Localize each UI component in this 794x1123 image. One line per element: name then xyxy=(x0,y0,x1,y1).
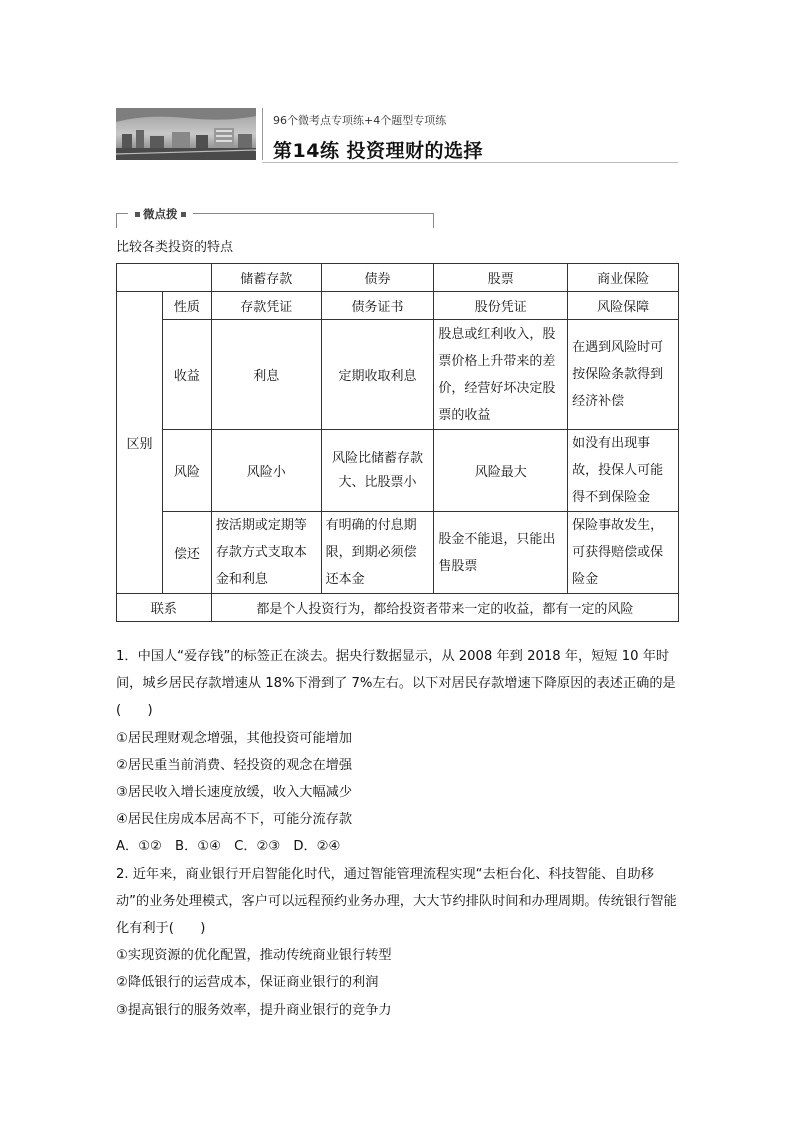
header-subtitle: 96个微考点专项练+4个题型专项练 xyxy=(273,114,447,127)
table-row xyxy=(117,430,679,512)
header-city-image xyxy=(116,108,256,160)
question-option: ①居民理财观念增强，其他投资可能增加 xyxy=(116,730,353,746)
header-underline xyxy=(262,162,678,163)
square-bullet-icon xyxy=(135,212,140,217)
footer-label-cell: 联系 xyxy=(117,594,212,622)
table-cell: 按活期或定期等存款方式支取本金和利息 xyxy=(211,512,321,594)
table-cell: 风险小 xyxy=(211,430,321,512)
table-cell: 债务证书 xyxy=(321,292,434,320)
table-header-cell: 股票 xyxy=(434,264,568,292)
table-footer-row xyxy=(117,594,679,622)
page-title: 第14练 投资理财的选择 xyxy=(273,140,484,162)
question-stem: 1．中国人“爱存钱”的标签正在淡去。据央行数据显示，从 2008 年到 2018 年，短短 10 年时间，城乡居民存款增速从 18%下滑到了 7%左右。以下对居民存款增速下降原因的表述正确的是( ) xyxy=(116,649,676,719)
table-header-cell: 储蓄存款 xyxy=(211,264,321,292)
question-option: ②降低银行的运营成本，保证商业银行的利润 xyxy=(116,975,379,991)
question-list xyxy=(116,643,679,1024)
table-cell: 如没有出现事故，投保人可能得不到保险金 xyxy=(568,430,679,512)
table-cell: 有明确的付息期限，到期必须偿还本金 xyxy=(321,512,434,594)
question-stem: 2. 近年来，商业银行开启智能化时代，通过智能管理流程实现“去柜台化、科技智能、自助移动”的业务处理模式，客户可以远程预约业务办理，大大节约排队时间和办理周期。传统银行智能化有利于( ) xyxy=(116,866,677,937)
table-row xyxy=(117,512,679,594)
table-cell: 股金不能退，只能出售股票 xyxy=(434,512,568,594)
table-cell: 在遇到风险时可按保险条款得到经济补偿 xyxy=(568,320,679,430)
table-row xyxy=(117,320,679,430)
table-cell: 风险比储蓄存款大、比股票小 xyxy=(321,430,434,512)
table-header-cell: 商业保险 xyxy=(568,264,679,292)
table-cell: 风险最大 xyxy=(434,430,568,512)
question-option: ③居民收入增长速度放缓，收入大幅减少 xyxy=(116,785,353,801)
table-corner-cell xyxy=(117,264,212,292)
table-cell: 保险事故发生，可获得赔偿或保险金 xyxy=(568,512,679,594)
square-bullet-icon xyxy=(181,212,186,217)
question-option: ②居民重当前消费、轻投资的观念在增强 xyxy=(116,757,353,773)
section-intro: 比较各类投资的特点 xyxy=(116,240,234,255)
table-header-row xyxy=(117,264,679,292)
header-divider xyxy=(262,108,263,160)
row-label-cell: 收益 xyxy=(162,320,211,430)
table-cell: 风险保障 xyxy=(568,292,679,320)
table-cell: 股息或红利收入，股票价格上升带来的差价，经营好坏决定股票的收益 xyxy=(434,320,568,430)
table-header-cell: 债券 xyxy=(321,264,434,292)
group-label-cell: 区别 xyxy=(117,292,163,594)
row-label-cell: 性质 xyxy=(162,292,211,320)
question-option: ③提高银行的服务效率，提升商业银行的竞争力 xyxy=(116,1002,392,1018)
question-option: ①实现资源的优化配置，推动传统商业银行转型 xyxy=(116,948,392,964)
table-cell: 定期收取利息 xyxy=(321,320,434,430)
footer-text-cell: 都是个人投资行为，都给投资者带来一定的收益，都有一定的风险 xyxy=(211,594,678,622)
comparison-table xyxy=(116,263,679,622)
table-cell: 利息 xyxy=(211,320,321,430)
table-row xyxy=(117,292,679,320)
row-label-cell: 风险 xyxy=(162,430,211,512)
answer-choices: A．①② B．①④ C．②③ D．②④ xyxy=(116,839,341,855)
question-option: ④居民住房成本居高不下，可能分流存款 xyxy=(116,812,353,828)
tip-box xyxy=(116,206,434,228)
table-cell: 存款凭证 xyxy=(211,292,321,320)
table-cell: 股份凭证 xyxy=(434,292,568,320)
row-label-cell: 偿还 xyxy=(162,512,211,594)
tip-label: 微点拨 xyxy=(128,206,193,222)
